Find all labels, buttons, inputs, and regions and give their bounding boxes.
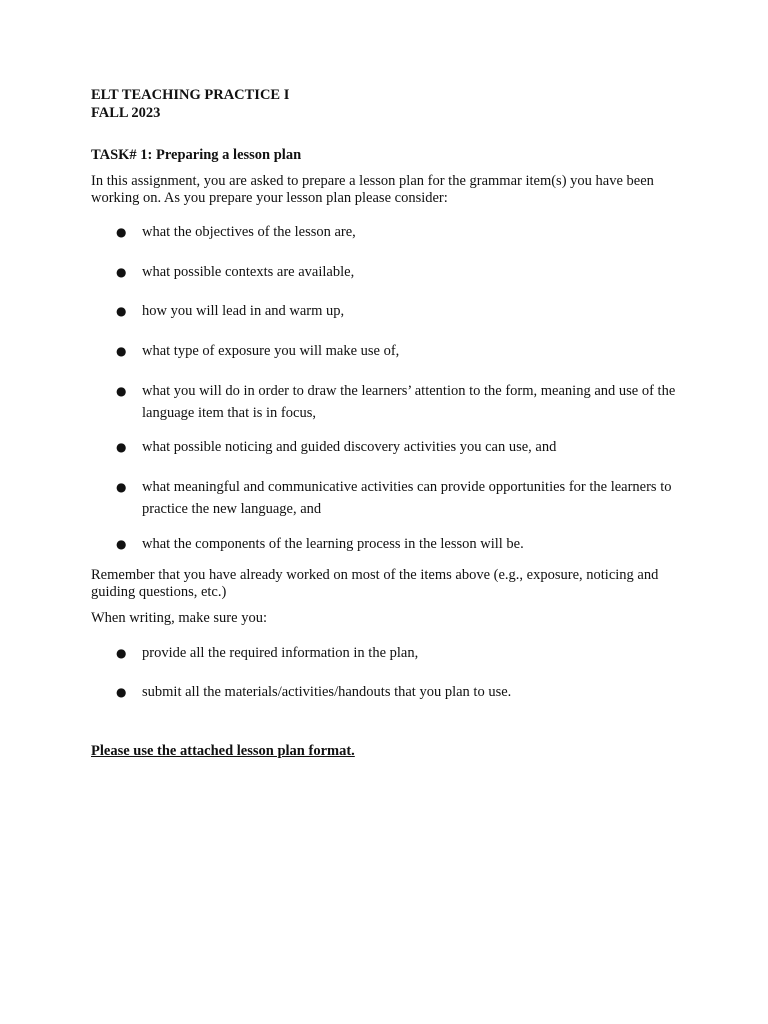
intro-paragraph: In this assignment, you are asked to prepare a lesson plan for the grammar item(s) you have been working on. As you prepare your lesson plan please consider: [91,173,654,206]
bullet-icon: ● [116,304,127,318]
format-note: Please use the attached lesson plan format. [91,743,355,759]
bullet-icon: ● [116,344,127,358]
document-header [91,86,289,122]
list-item-text: what meaningful and communicative activities can provide opportunities for the learners to practice the new language, and [142,479,672,517]
list-item [116,221,676,243]
bullet-icon: ● [116,646,127,660]
list-item [116,340,676,362]
bullet-icon: ● [116,685,127,699]
list-item [116,642,676,664]
list-item-text: what the components of the learning process in the lesson will be. [142,536,524,552]
list-item [116,436,676,458]
course-title: ELT TEACHING PRACTICE I [91,87,290,103]
bullet-icon: ● [116,225,127,239]
list-item [116,380,676,424]
list-item-text: what type of exposure you will make use of, [142,343,400,359]
bullet-icon: ● [116,265,127,279]
list-item [116,681,676,703]
reminder-paragraph: Remember that you have already worked on most of the items above (e.g., exposure, noticing and guiding questions, etc.) [91,567,659,600]
writing-intro: When writing, make sure you: [91,610,267,626]
list-item-text: what possible noticing and guided discovery activities you can use, and [142,439,557,455]
list-item-text: how you will lead in and warm up, [142,303,345,319]
list-item [116,533,676,555]
list-item-text: submit all the materials/activities/handouts that you plan to use. [142,684,512,700]
bullet-icon: ● [116,537,127,551]
list-item-text: what possible contexts are available, [142,264,355,280]
list-item [116,476,676,520]
bullet-icon: ● [116,440,127,454]
list-item [116,300,676,322]
list-item-text: provide all the required information in the plan, [142,645,419,661]
bullet-icon: ● [116,480,127,494]
term-label: FALL 2023 [91,105,161,121]
bullet-icon: ● [116,384,127,398]
list-item-text: what you will do in order to draw the learners’ attention to the form, meaning and use of the language item that is in focus, [142,383,676,421]
list-item-text: what the objectives of the lesson are, [142,224,356,240]
task-title: TASK# 1: Preparing a lesson plan [91,147,302,163]
list-item [116,261,676,283]
